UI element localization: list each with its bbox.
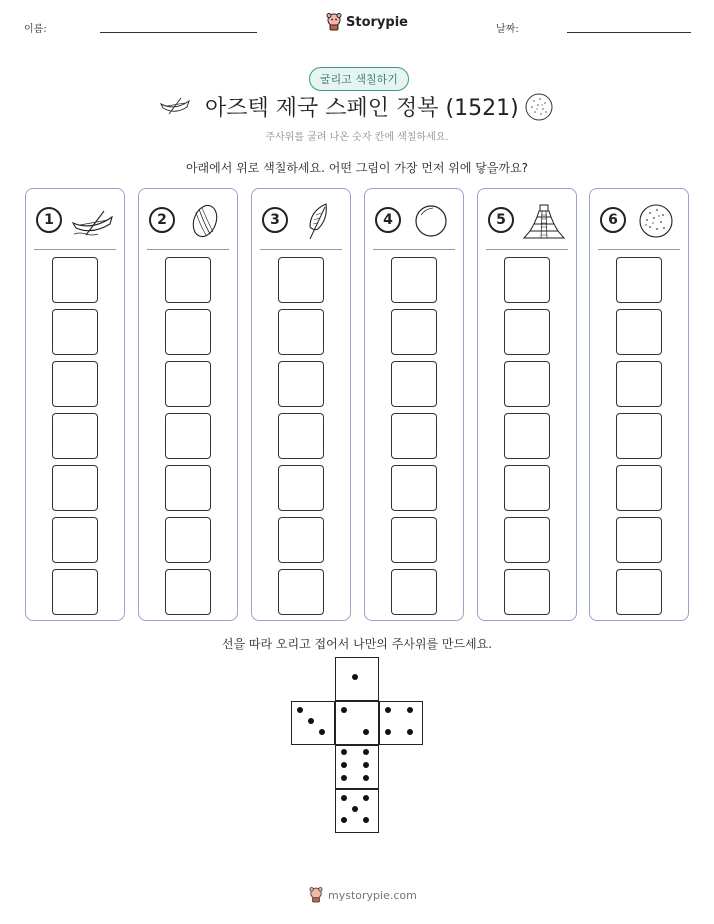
dice-pip — [297, 707, 303, 713]
tortilla-icon — [524, 92, 554, 122]
color-box[interactable] — [278, 569, 324, 615]
color-box[interactable] — [616, 569, 662, 615]
tortilla-icon — [634, 201, 678, 241]
dice-pip — [341, 775, 347, 781]
dice-pip — [341, 795, 347, 801]
dice-pip — [341, 762, 347, 768]
dice-pip — [363, 817, 369, 823]
race-column-2 — [138, 188, 238, 621]
dice-face — [335, 789, 379, 833]
column-header — [26, 199, 124, 239]
dice-pip — [363, 775, 369, 781]
dice-pip — [363, 749, 369, 755]
dice-instruction: 선을 따라 오리고 접어서 나만의 주사위를 만드세요. — [221, 637, 493, 651]
color-box[interactable] — [52, 309, 98, 355]
brand-name: Storypie — [346, 14, 408, 30]
column-divider — [598, 249, 680, 250]
column-divider — [147, 249, 229, 250]
footer — [309, 887, 417, 903]
dice-face — [335, 657, 379, 701]
dice-face — [335, 701, 379, 745]
color-box[interactable] — [165, 309, 211, 355]
color-box[interactable] — [391, 257, 437, 303]
subtitle: 주사위를 굴려 나온 숫자 칸에 색칠하세요. — [265, 132, 449, 143]
column-number: 2 — [149, 207, 175, 233]
race-column-3 — [251, 188, 351, 621]
color-box[interactable] — [504, 569, 550, 615]
column-header — [139, 199, 237, 239]
dice-pip — [407, 729, 413, 735]
dice-pip — [341, 707, 347, 713]
color-box[interactable] — [52, 517, 98, 563]
column-number: 4 — [375, 207, 401, 233]
color-box[interactable] — [52, 257, 98, 303]
color-box[interactable] — [391, 517, 437, 563]
cacao-bean-icon — [183, 201, 227, 241]
color-box[interactable] — [391, 309, 437, 355]
race-column-4 — [364, 188, 464, 621]
color-box[interactable] — [165, 569, 211, 615]
color-box[interactable] — [165, 413, 211, 459]
color-box[interactable] — [52, 569, 98, 615]
name-label: 이름: — [24, 24, 47, 35]
column-number: 1 — [36, 207, 62, 233]
dice-pip — [341, 749, 347, 755]
color-box[interactable] — [616, 465, 662, 511]
color-box[interactable] — [165, 465, 211, 511]
column-number: 3 — [262, 207, 288, 233]
storypie-mascot-icon — [309, 887, 323, 903]
color-box[interactable] — [278, 309, 324, 355]
color-box[interactable] — [52, 465, 98, 511]
canoe-icon — [159, 95, 191, 117]
dice-pip — [352, 806, 358, 812]
race-column-1 — [25, 188, 125, 621]
color-box[interactable] — [391, 361, 437, 407]
brand-logo — [326, 13, 408, 31]
jade-bead-icon — [409, 201, 453, 241]
dice-pip — [407, 707, 413, 713]
storypie-mascot-icon — [326, 13, 342, 31]
color-box[interactable] — [278, 413, 324, 459]
dice-pip — [341, 817, 347, 823]
dice-face — [379, 701, 423, 745]
color-box[interactable] — [504, 257, 550, 303]
dice-face — [291, 701, 335, 745]
column-divider — [260, 249, 342, 250]
color-box[interactable] — [278, 361, 324, 407]
date-label: 날짜: — [496, 24, 519, 35]
dice-pip — [363, 762, 369, 768]
color-box[interactable] — [616, 309, 662, 355]
pyramid-temple-icon — [522, 201, 566, 241]
column-number: 6 — [600, 207, 626, 233]
column-number: 5 — [488, 207, 514, 233]
dice-pip — [363, 795, 369, 801]
dice-pip — [385, 707, 391, 713]
column-header — [478, 199, 576, 239]
dice-pip — [363, 729, 369, 735]
color-box[interactable] — [504, 517, 550, 563]
column-header — [365, 199, 463, 239]
color-box[interactable] — [504, 465, 550, 511]
color-box[interactable] — [616, 361, 662, 407]
dice-pip — [352, 674, 358, 680]
column-divider — [373, 249, 455, 250]
dice-pip — [319, 729, 325, 735]
activity-badge: 굴리고 색칠하기 — [309, 67, 409, 91]
dice-pip — [308, 718, 314, 724]
race-column-6 — [589, 188, 689, 621]
color-box[interactable] — [504, 361, 550, 407]
column-header — [252, 199, 350, 239]
color-box[interactable] — [52, 361, 98, 407]
color-box[interactable] — [616, 257, 662, 303]
column-header — [590, 199, 688, 239]
color-box[interactable] — [278, 465, 324, 511]
dice-face — [335, 745, 379, 789]
color-box[interactable] — [165, 517, 211, 563]
feather-icon — [296, 201, 340, 241]
date-line[interactable] — [567, 32, 691, 33]
color-box[interactable] — [504, 413, 550, 459]
color-box[interactable] — [52, 413, 98, 459]
color-box[interactable] — [278, 517, 324, 563]
color-box[interactable] — [616, 517, 662, 563]
footer-url[interactable]: mystorypie.com — [328, 888, 417, 902]
color-box[interactable] — [391, 465, 437, 511]
color-box[interactable] — [165, 257, 211, 303]
color-box[interactable] — [278, 257, 324, 303]
color-box[interactable] — [504, 309, 550, 355]
color-box[interactable] — [391, 569, 437, 615]
column-divider — [486, 249, 568, 250]
instruction: 아래에서 위로 색칠하세요. 어떤 그림이 가장 먼저 위에 닿을까요? — [185, 161, 529, 175]
color-box[interactable] — [165, 361, 211, 407]
dice-pip — [385, 729, 391, 735]
column-divider — [34, 249, 116, 250]
color-box[interactable] — [391, 413, 437, 459]
race-column-5 — [477, 188, 577, 621]
canoe-icon — [70, 201, 114, 241]
name-line[interactable] — [100, 32, 257, 33]
page-title: 아즈텍 제국 스페인 정복 (1521) — [205, 96, 519, 121]
color-box[interactable] — [616, 413, 662, 459]
